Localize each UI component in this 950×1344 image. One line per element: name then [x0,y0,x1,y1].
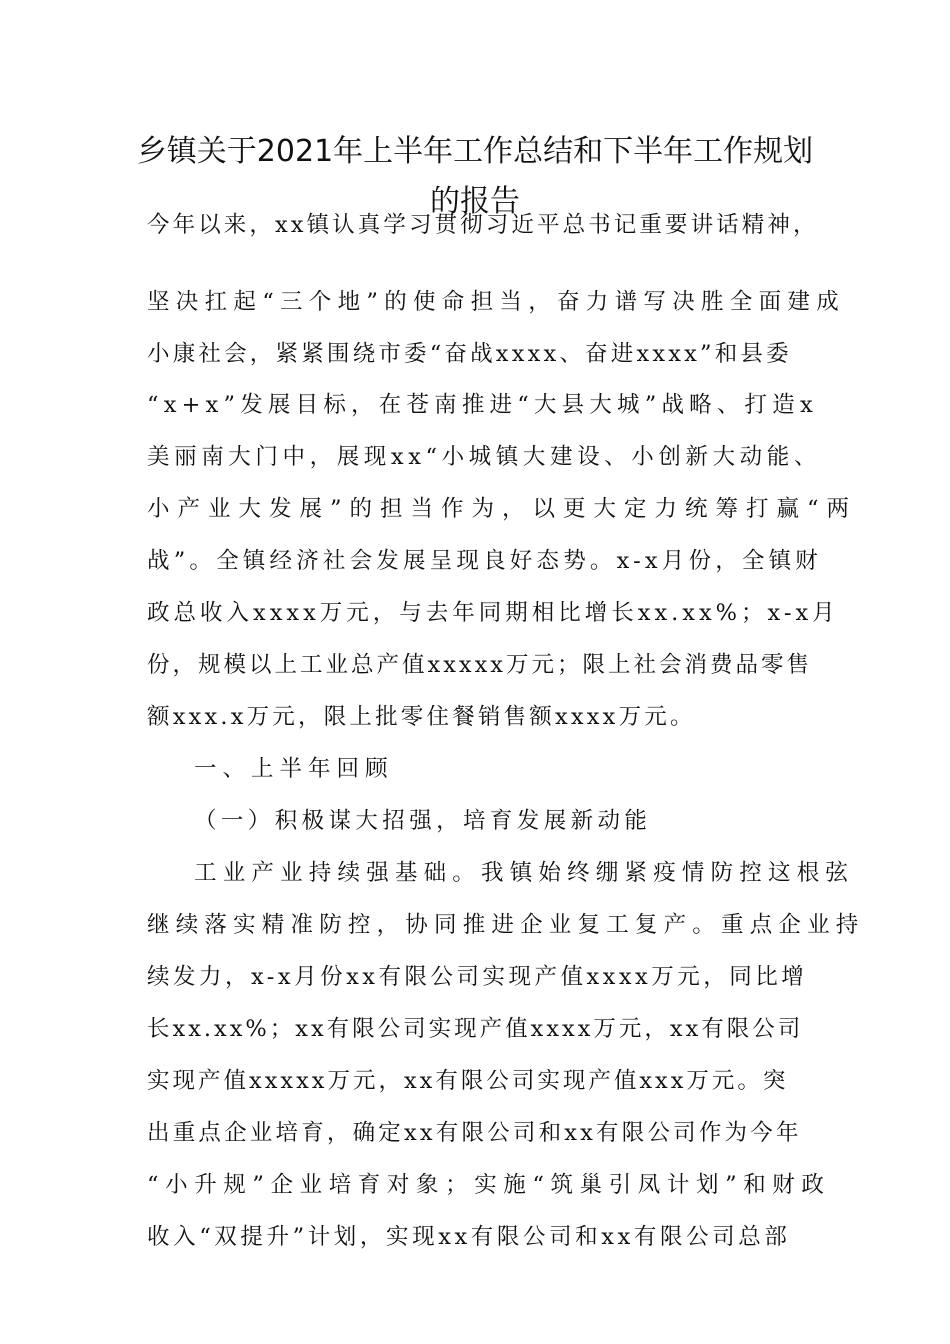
body-line: 美丽南大门中，展现xx“小城镇大建设、小创新大动能、 [147,444,821,470]
body-line: 续发力，x-x月份xx有限公司实现产值xxxx万元，同比增 [147,964,808,990]
body-line: 坚决扛起“三个地”的使命担当，奋力谱写决胜全面建成 [147,289,846,315]
body-line: 战”。全镇经济社会发展呈现良好态势。x-x月份，全镇财 [147,548,822,574]
body-line: 长xx.xx%；xx有限公司实现产值xxxx万元，xx有限公司 [147,1016,804,1042]
body-line: 收入“双提升”计划，实现xx有限公司和xx有限公司总部 [147,1224,791,1250]
title-line-1: 乡镇关于2021年上半年工作总结和下半年工作规划 [136,134,814,169]
subsection-heading: （一）积极谋大招强，培育发展新动能 [194,808,652,834]
body-line: “小升规”企业培育对象；实施“筑巢引凤计划”和财政 [147,1172,831,1198]
body-line: 小产业大发展”的担当作为，以更大定力统筹打赢“两 [147,496,858,522]
body-line: 实现产值xxxxx万元，xx有限公司实现产值xxx万元。突 [147,1068,789,1094]
body-line: 小康社会，紧紧围绕市委“奋战xxxx、奋进xxxx”和县委 [147,341,792,367]
body-line: 政总收入xxxx万元，与去年同期相比增长xx.xx%；x-x月 [147,600,839,626]
section-heading: 一、上半年回顾 [194,756,394,782]
body-line: 工业产业持续强基础。我镇始终绷紧疫情防控这根弦 [194,860,855,886]
body-line: 份，规模以上工业总产值xxxxx万元；限上社会消费品零售 [147,652,812,678]
title-line-2: 的报告 [430,184,520,219]
body-line: 出重点企业培育，确定xx有限公司和xx有限公司作为今年 [147,1120,802,1146]
body-line: 继续落实精准防控，协同推进企业复工复产。重点企业持 [147,912,865,938]
body-line: 额xxx.x万元，限上批零住餐销售额xxxx万元。 [147,704,696,730]
body-line: 今年以来，xx镇认真学习贯彻习近平总书记重要讲话精神， [147,212,819,238]
body-line: “x+x”发展目标，在苍南推进“大县大城”战略、打造x [147,392,818,418]
